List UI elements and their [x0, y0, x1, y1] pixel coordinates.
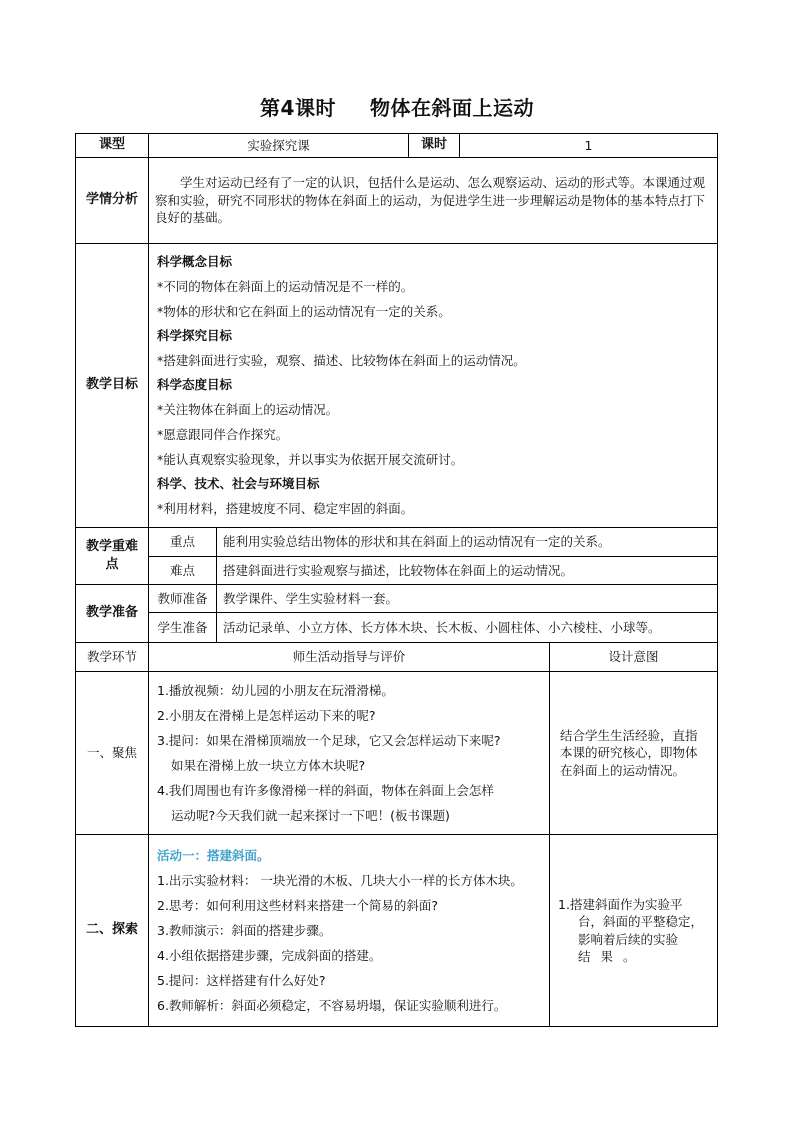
teacher-prep-row: [76, 585, 718, 613]
teacher-prep-label: 教师准备: [149, 585, 217, 613]
attitude-item: *愿意跟同伴合作探究。: [157, 427, 289, 442]
list-item: 4.我们周围也有许多像滑梯一样的斜面，物体在斜面上会怎样: [157, 783, 494, 798]
list-item: 2.小朋友在滑梯上是怎样运动下来的呢?: [157, 708, 376, 723]
type-label: 课型: [76, 134, 149, 158]
page-title: [0, 92, 794, 121]
student-prep-label: 学生准备: [149, 613, 217, 643]
stage2-design: [550, 835, 718, 1027]
list-item: 1.播放视频：幼儿园的小朋友在玩滑滑梯。: [157, 683, 394, 698]
step-header: 教学环节: [76, 643, 149, 672]
list-item: 3.教师演示：斜面的搭建步骤。: [157, 922, 332, 938]
focus-text: 能利用实验总结出物体的形状和其在斜面上的运动情况有一定的关系。: [217, 528, 718, 557]
situation-label: 学情分析: [76, 158, 149, 244]
header-row: [76, 134, 718, 158]
difficulty-label: 难点: [149, 557, 217, 585]
sts-heading: 科学、技术、社会与环境目标: [157, 476, 320, 491]
key-points-label: 教学重难点: [76, 528, 149, 585]
difficulty-row: [76, 557, 718, 585]
list-item: 如果在滑梯上放一块立方体木块呢?: [171, 758, 366, 773]
type-value: 实验探究课: [149, 134, 409, 158]
teacher-prep-text: 教学课件、学生实验材料一套。: [217, 585, 718, 613]
design-line: 在斜面上的运动情况。: [560, 762, 686, 778]
stage2-content: [149, 835, 550, 1027]
stage1-label: 一、聚焦: [76, 672, 149, 835]
goals-row: [76, 244, 718, 528]
inquiry-item: *搭建斜面进行实验，观察、描述、比较物体在斜面上的运动情况。: [157, 353, 526, 368]
preparation-label: 教学准备: [76, 585, 149, 643]
list-item: 3.提问：如果在滑梯顶端放一个足球，它又会怎样运动下来呢?: [157, 733, 501, 748]
inquiry-heading: 科学探究目标: [157, 328, 233, 343]
design-header: 设计意图: [550, 643, 718, 672]
list-item: 1.出示实验材料： 一块光滑的木板、几块大小一样的长方体木块。: [157, 872, 523, 888]
concept-item: *物体的形状和它在斜面上的运动情况有一定的关系。: [157, 304, 451, 319]
list-item: 运动呢?今天我们就一起来探讨一下吧！(板书课题): [171, 808, 450, 823]
lesson-plan-table: [75, 133, 718, 1027]
hours-value: 1: [460, 134, 718, 158]
design-line: 本课的研究核心，即物体: [560, 745, 698, 761]
lesson-number: 第4课时: [260, 96, 336, 120]
situation-row: [76, 158, 718, 244]
design-line: 1.搭建斜面作为实验平: [558, 896, 683, 912]
stage2-label: 二、探索: [76, 835, 149, 1027]
focus-label: 重点: [149, 528, 217, 557]
sts-item: *利用材料，搭建坡度不同、稳定牢固的斜面。: [157, 501, 414, 516]
lesson-name: 物体在斜面上运动: [369, 96, 534, 120]
design-line: 结合学生生活经验，直指: [560, 727, 698, 743]
design-line: 影响着后续的实验: [578, 931, 679, 947]
design-line: 台，斜面的平整稳定，: [578, 914, 704, 929]
student-prep-text: 活动记录单、小立方体、长方体木块、长木板、小圆柱体、小六棱柱、小球等。: [217, 613, 718, 643]
situation-text: 学生对运动已经有了一定的认识，包括什么是运动、怎么观察运动、运动的形式等。本课通过观察和实验，研究不同形状的物体在斜面上的运动，为促进学生进一步理解运动是物体的基本特点打下良好的基础。: [149, 158, 718, 244]
stage2-row: [76, 835, 718, 1027]
attitude-item: *能认真观察实验现象，并以事实为依据开展交流研讨。: [157, 452, 464, 467]
goals-label: 教学目标: [76, 244, 149, 528]
list-item: 4.小组依据搭建步骤，完成斜面的搭建。: [157, 947, 382, 963]
concept-heading: 科学概念目标: [157, 254, 233, 269]
activity-title: 活动一：搭建斜面。: [157, 847, 270, 863]
activity-header: 师生活动指导与评价: [149, 643, 550, 672]
attitude-item: *关注物体在斜面上的运动情况。: [157, 402, 339, 417]
list-item: 6.教师解析：斜面必须稳定，不容易坍塌，保证实验顺利进行。: [157, 997, 507, 1013]
student-prep-row: [76, 613, 718, 643]
process-header-row: [76, 643, 718, 672]
stage1-content: [149, 672, 550, 835]
focus-row: [76, 528, 718, 557]
design-line: 结 果 。: [578, 949, 639, 964]
goals-content: [149, 244, 718, 528]
attitude-heading: 科学态度目标: [157, 377, 233, 392]
hours-label: 课时: [409, 134, 460, 158]
stage1-design: [550, 672, 718, 835]
concept-item: *不同的物体在斜面上的运动情况是不一样的。: [157, 279, 414, 294]
difficulty-text: 搭建斜面进行实验观察与描述，比较物体在斜面上的运动情况。: [217, 557, 718, 585]
list-item: 2.思考：如何利用这些材料来搭建一个简易的斜面?: [157, 897, 439, 913]
list-item: 5.提问：这样搭建有什么好处?: [157, 972, 326, 988]
stage1-row: [76, 672, 718, 835]
